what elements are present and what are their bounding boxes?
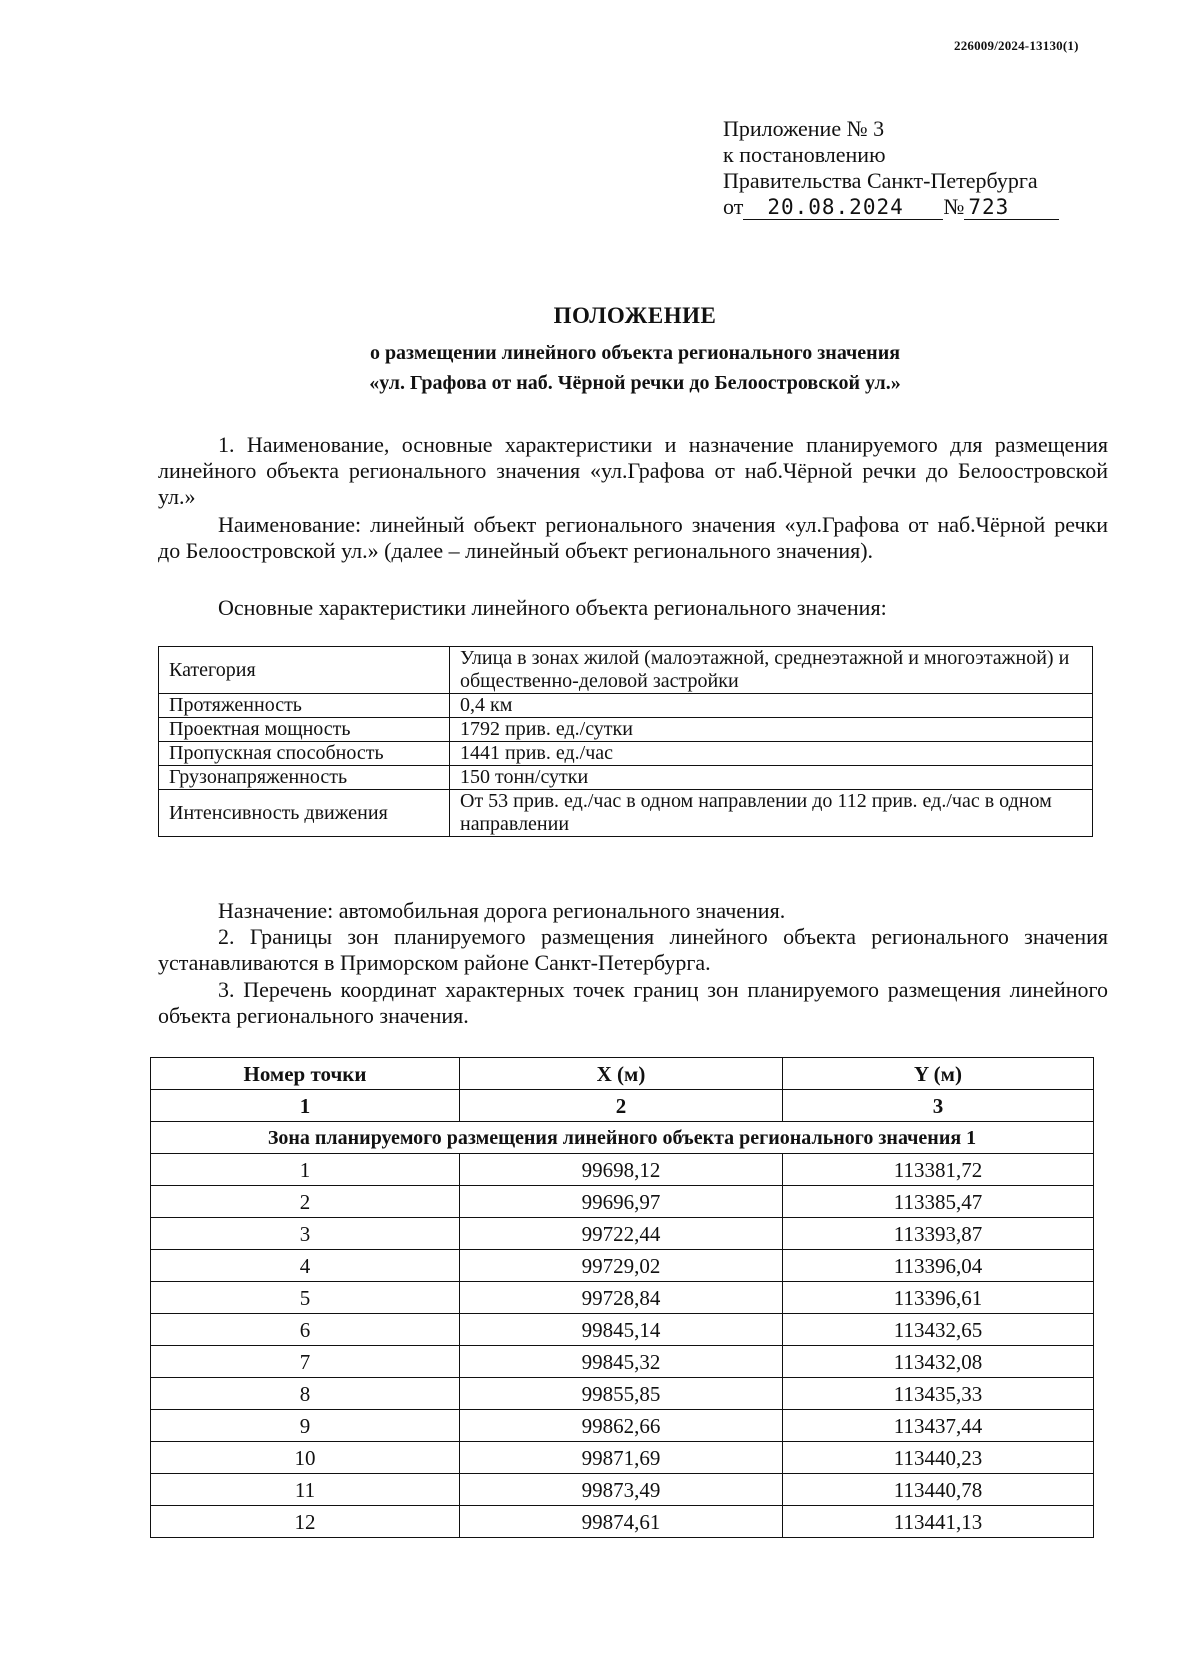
characteristic-value: 0,4 км [450,694,1093,718]
document-subtitle-1: о размещении линейного объекта регионального значения [369,342,901,364]
point-number-cell: 5 [151,1282,460,1314]
coordinate-row [151,1314,1094,1346]
x-coordinate-cell: 99871,69 [460,1442,783,1474]
characteristic-value: 1441 прив. ед./час [450,742,1093,766]
characteristic-key: Категория [159,647,450,694]
x-coordinate-cell: 99855,85 [460,1378,783,1410]
characteristic-key: Протяженность [159,694,450,718]
coordinate-row [151,1154,1094,1186]
paragraph-1: 1. Наименование, основные характеристики и назначение планируемого для размещения линейного объекта регионального значения «ул.Графова от наб.Чёрной речки до Белоостровской ул.» [158,432,1108,509]
coordinate-row [151,1250,1094,1282]
coordinate-row [151,1474,1094,1506]
y-coordinate-cell: 113396,61 [783,1282,1094,1314]
annex-date: 20.08.2024 [743,194,943,220]
annex-line-1: Приложение № 3 [723,116,885,141]
x-coordinate-cell: 99729,02 [460,1250,783,1282]
coordinate-row [151,1378,1094,1410]
characteristic-row [159,694,1093,718]
y-coordinate-cell: 113441,13 [783,1506,1094,1538]
characteristic-row [159,647,1093,694]
y-coordinate-cell: 113435,33 [783,1378,1094,1410]
point-number-cell: 12 [151,1506,460,1538]
document-subtitle-2: «ул. Графова от наб. Чёрной речки до Белоостровской ул.» [369,372,901,394]
header-y: Y (м) [783,1058,1094,1090]
document-title: ПОЛОЖЕНИЕ [553,303,717,328]
characteristic-key: Проектная мощность [159,718,450,742]
y-coordinate-cell: 113440,23 [783,1442,1094,1474]
characteristic-row [159,766,1093,790]
point-number-cell: 9 [151,1410,460,1442]
y-coordinate-cell: 113432,08 [783,1346,1094,1378]
characteristic-row [159,790,1093,837]
point-number-cell: 7 [151,1346,460,1378]
y-coordinate-cell: 113393,87 [783,1218,1094,1250]
coordinate-row [151,1506,1094,1538]
paragraph-3: 3. Перечень координат характерных точек границ зон планируемого размещения линейного объекта регионального значения. [158,977,1108,1028]
annex-line-2: к постановлению [723,142,886,167]
paragraph-characteristics-intro: Основные характеристики линейного объекта регионального значения: [218,595,887,620]
characteristic-key: Пропускная способность [159,742,450,766]
point-number-cell: 10 [151,1442,460,1474]
characteristic-key: Интенсивность движения [159,790,450,837]
point-number-cell: 11 [151,1474,460,1506]
header-point-number: Номер точки [151,1058,460,1090]
colnum-3: 3 [783,1090,1094,1122]
document-number: 226009/2024-13130(1) [954,38,1079,53]
colnum-1: 1 [151,1090,460,1122]
point-number-cell: 2 [151,1186,460,1218]
characteristics-table [158,646,1093,837]
coordinate-row [151,1346,1094,1378]
y-coordinate-cell: 113440,78 [783,1474,1094,1506]
x-coordinate-cell: 99698,12 [460,1154,783,1186]
x-coordinate-cell: 99873,49 [460,1474,783,1506]
x-coordinate-cell: 99862,66 [460,1410,783,1442]
paragraph-purpose: Назначение: автомобильная дорога регионального значения. [218,898,786,923]
y-coordinate-cell: 113381,72 [783,1154,1094,1186]
annex-line-3: Правительства Санкт-Петербурга [723,168,1038,193]
x-coordinate-cell: 99874,61 [460,1506,783,1538]
coordinates-table [150,1057,1094,1538]
characteristic-row [159,742,1093,766]
characteristic-value: От 53 прив. ед./час в одном направлении до 112 прив. ед./час в одном направлении [450,790,1093,837]
point-number-cell: 6 [151,1314,460,1346]
coords-header-row [151,1058,1094,1090]
point-number-cell: 1 [151,1154,460,1186]
characteristic-value: 150 тонн/сутки [450,766,1093,790]
x-coordinate-cell: 99696,97 [460,1186,783,1218]
annex-number-label: № [943,194,965,219]
y-coordinate-cell: 113396,04 [783,1250,1094,1282]
x-coordinate-cell: 99845,14 [460,1314,783,1346]
x-coordinate-cell: 99845,32 [460,1346,783,1378]
characteristic-key: Грузонапряженность [159,766,450,790]
coordinate-row [151,1186,1094,1218]
header-x: X (м) [460,1058,783,1090]
y-coordinate-cell: 113385,47 [783,1186,1094,1218]
paragraph-2: 2. Границы зон планируемого размещения линейного объекта регионального значения устанавливаются в Приморском районе Санкт-Петербурга. [158,924,1108,975]
y-coordinate-cell: 113432,65 [783,1314,1094,1346]
annex-number: 723 [964,194,1059,220]
x-coordinate-cell: 99728,84 [460,1282,783,1314]
annex-from-label: от [723,194,744,219]
characteristic-value: Улица в зонах жилой (малоэтажной, среднеэтажной и многоэтажной) и общественно-деловой застройки [450,647,1093,694]
colnum-2: 2 [460,1090,783,1122]
point-number-cell: 4 [151,1250,460,1282]
coordinate-row [151,1410,1094,1442]
zone-row [151,1122,1094,1154]
annex-date-line [723,194,1059,220]
coords-colnum-row [151,1090,1094,1122]
coordinate-row [151,1282,1094,1314]
annex-block [723,116,1059,220]
coordinate-row [151,1218,1094,1250]
paragraph-name: Наименование: линейный объект регионального значения «ул.Графова от наб.Чёрной речки до Белоостровской ул.» (далее – линейный объект регионального значения). [158,512,1108,563]
point-number-cell: 3 [151,1218,460,1250]
y-coordinate-cell: 113437,44 [783,1410,1094,1442]
coordinate-row [151,1442,1094,1474]
point-number-cell: 8 [151,1378,460,1410]
x-coordinate-cell: 99722,44 [460,1218,783,1250]
zone-title: Зона планируемого размещения линейного объекта регионального значения 1 [151,1122,1094,1154]
characteristic-row [159,718,1093,742]
characteristic-value: 1792 прив. ед./сутки [450,718,1093,742]
